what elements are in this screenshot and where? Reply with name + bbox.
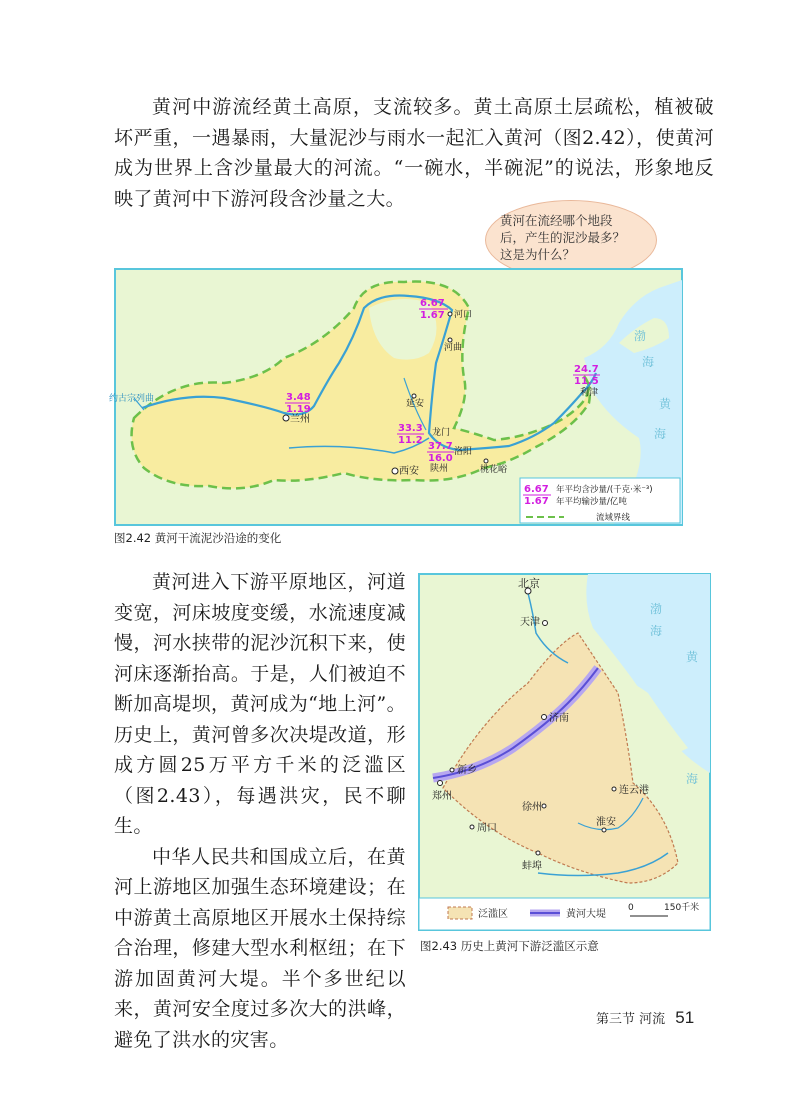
svg-text:1.67: 1.67 xyxy=(420,310,445,321)
sea-hai2-2: 海 xyxy=(686,772,699,786)
place-luoyang: 洛阳 xyxy=(454,447,473,457)
svg-text:黄河大堤: 黄河大堤 xyxy=(566,909,606,920)
section-title: 第三节 河流 xyxy=(596,1012,666,1027)
sea-hai2: 海 xyxy=(654,427,667,441)
place-tianjin: 天津 xyxy=(520,617,540,628)
place-lijin: 利津 xyxy=(580,388,599,398)
sea-bo-2: 渤 xyxy=(650,602,663,616)
flood-area-map xyxy=(418,573,711,931)
place-xian: 西安 xyxy=(399,466,419,477)
place-zhoukou: 周口 xyxy=(477,823,497,834)
svg-text:6.67: 6.67 xyxy=(420,298,445,309)
svg-text:150千米: 150千米 xyxy=(664,903,700,913)
svg-text:年平均含沙量/(千克·米⁻³): 年平均含沙量/(千克·米⁻³) xyxy=(556,485,653,495)
place-xinxiang: 新乡 xyxy=(457,765,477,776)
source-label: 约古宗列曲 xyxy=(109,394,155,404)
thought-bubble-text: 黄河在流经哪个地段 后，产生的泥沙最多？ 这是为什么？ xyxy=(500,213,626,262)
place-taohuayu: 桃花峪 xyxy=(480,465,508,475)
station-longmen xyxy=(397,423,424,446)
place-longmen: 龙门 xyxy=(432,428,451,438)
place-lianyungang: 连云港 xyxy=(619,785,649,796)
svg-text:1.67: 1.67 xyxy=(524,496,549,507)
place-shanzhou: 陕州 xyxy=(430,464,449,474)
sea-hai-2: 海 xyxy=(650,624,663,638)
page-footer xyxy=(596,1008,694,1028)
place-hekou: 河口 xyxy=(454,310,473,320)
place-yanan: 延安 xyxy=(406,399,425,409)
station-lijin xyxy=(573,364,600,387)
sea-bo: 渤 xyxy=(634,329,647,343)
place-zhengzhou: 郑州 xyxy=(432,791,452,802)
place-hequ: 河曲 xyxy=(444,343,463,353)
sea-huang: 黄 xyxy=(659,397,672,411)
svg-text:11.5: 11.5 xyxy=(574,376,599,387)
svg-text:6.67: 6.67 xyxy=(524,484,549,495)
svg-text:1.19: 1.19 xyxy=(286,404,311,415)
svg-text:24.7: 24.7 xyxy=(574,364,599,375)
svg-text:3.48: 3.48 xyxy=(286,392,311,403)
svg-text:年平均输沙量/亿吨: 年平均输沙量/亿吨 xyxy=(556,497,627,507)
station-shanzhou xyxy=(427,441,454,464)
svg-text:0: 0 xyxy=(628,903,634,913)
place-xuzhou: 徐州 xyxy=(522,802,542,813)
svg-text:流域界线: 流域界线 xyxy=(596,513,631,523)
sea-hai: 海 xyxy=(642,355,655,369)
svg-text:37.7: 37.7 xyxy=(428,441,453,452)
lower-reaches-paragraphs: 黄河进入下游平原地区，河道变宽，河床坡度变缓，水流速度减慢，河水挟带的泥沙沉积下来，使河床逐渐抬高。于是，人们被迫不断加高堤坝，黄河成为“地上河”。历史上，黄河曾多次决堤改道，形成方圆25万平方千米的泛滥区（图2.43），每遇洪灾，民不聊生。 中华人民共和国成立后，在黄河上游地区加强生态环境建设；在中游黄土高原地区开展水土保持综合治理，修建大型水利枢纽；在下游加固黄河大堤。半个多世纪以来，黄河安全度过多次大的洪峰，避免了洪水的灾害。 xyxy=(114,571,406,1051)
place-huaian: 淮安 xyxy=(596,817,616,828)
place-beijing: 北京 xyxy=(518,577,540,590)
place-bengbu: 蚌埠 xyxy=(522,861,542,872)
map-legend xyxy=(520,478,680,523)
place-lanzhou: 兰州 xyxy=(290,414,310,425)
svg-text:11.2: 11.2 xyxy=(398,435,423,446)
station-hekou xyxy=(419,298,448,321)
svg-text:16.0: 16.0 xyxy=(428,453,453,464)
yellow-river-sediment-map xyxy=(109,268,683,526)
intro-paragraph: 黄河中游流经黄土高原，支流较多。黄土高原土层疏松，植被破坏严重，一遇暴雨，大量泥沙与雨水一起汇入黄河（图2.42），使黄河成为世界上含沙量最大的河流。“一碗水，半碗泥”的说法，形象地反映了黄河中下游河段含沙量之大。 xyxy=(114,96,714,210)
flood-map-legend xyxy=(419,898,710,930)
page-number: 51 xyxy=(675,1008,695,1027)
place-jinan: 济南 xyxy=(549,713,569,724)
figure-2-43-caption: 图2.43 历史上黄河下游泛滥区示意 xyxy=(420,939,599,953)
svg-text:泛滥区: 泛滥区 xyxy=(478,909,508,920)
sea-huang-2: 黄 xyxy=(686,650,699,664)
figure-2-42-caption: 图2.42 黄河干流泥沙沿途的变化 xyxy=(114,531,282,545)
svg-text:33.3: 33.3 xyxy=(398,423,423,434)
station-lanzhou xyxy=(285,392,311,415)
